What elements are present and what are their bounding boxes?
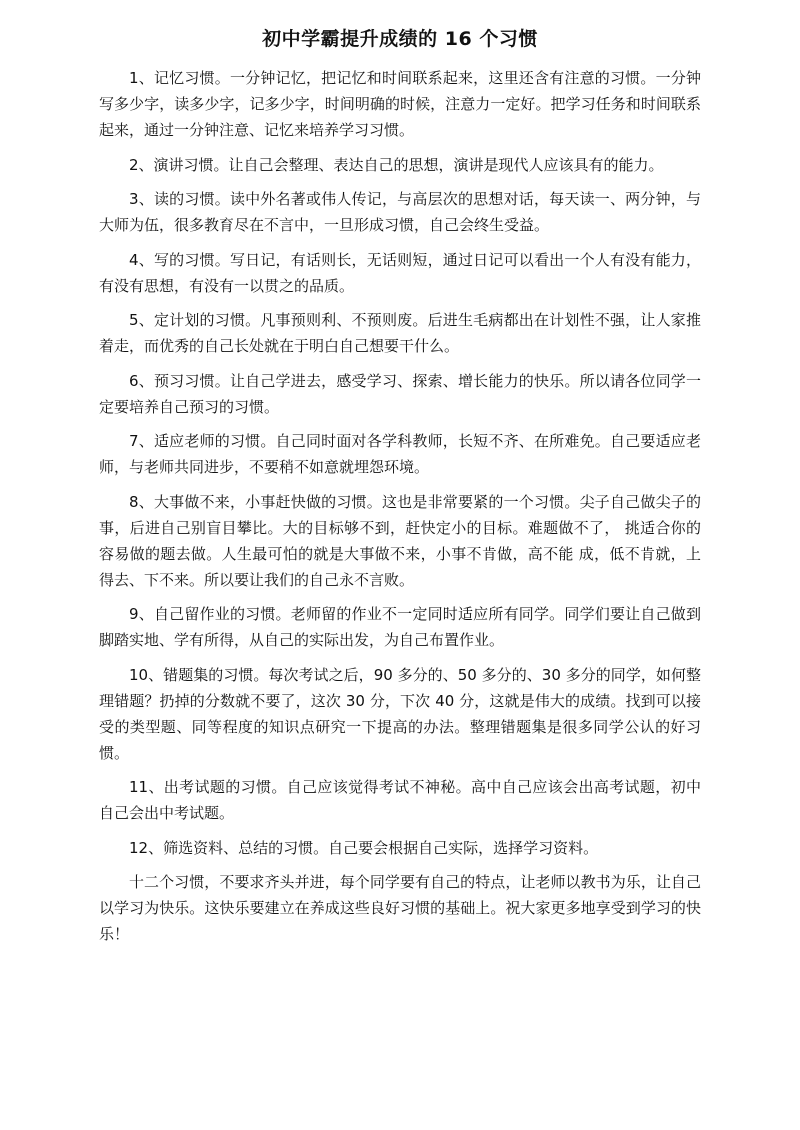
paragraph-habit-11: 11、出考试题的习惯。自己应该觉得考试不神秘。高中自己应该会出高考试题，初中自己会出中考试题。 <box>99 778 701 822</box>
paragraph-habit-6: 6、预习习惯。让自己学进去，感受学习、探索、增长能力的快乐。所以请各位同学一定要培养自己预习的习惯。 <box>99 371 701 416</box>
paragraph-habit-5: 5、定计划的习惯。凡事预则利、不预则废。后进生毛病都出在计划性不强，让人家推着走，而优秀的自己长处就在于明白自己想要干什么。 <box>99 311 701 355</box>
paragraph-habit-10: 10、错题集的习惯。每次考试之后，90 多分的、50 多分的、30 多分的同学，如何整理错题？扔掉的分数就不要了，这次 30 分，下次 40 分，这就是伟大的成绩。找到可以接受的类型题、同等程度的知识点研究一下提高的办法。整理错题集是很多同学公认的好习惯。 <box>99 665 701 762</box>
paragraph-habit-3: 3、读的习惯。读中外名著或伟人传记，与高层次的思想对话，每天读一、两分钟，与大师为伍，很多教育尽在不言中，一旦形成习惯，自己会终生受益。 <box>99 190 701 234</box>
paragraph-habit-1: 1、记忆习惯。一分钟记忆，把记忆和时间联系起来，这里还含有注意的习惯。一分钟写多少字，读多少字，记多少字，时间明确的时候，注意力一定好。把学习任务和时间联系起来，通过一分钟注意、记忆来培养学习习惯。 <box>99 69 701 139</box>
paragraph-habit-4: 4、写的习惯。写日记，有话则长，无话则短，通过日记可以看出一个人有没有能力，有没有思想，有没有一以贯之的品质。 <box>99 250 701 295</box>
paragraph-conclusion: 十二个习惯，不要求齐头并进，每个同学要有自己的特点，让老师以教书为乐，让自己以学习为快乐。这快乐要建立在养成这些良好习惯的基础上。祝大家更多地享受到学习的快乐！ <box>99 873 701 943</box>
document-body <box>99 65 701 956</box>
paragraph-habit-2: 2、演讲习惯。让自己会整理、表达自己的思想，演讲是现代人应该具有的能力。 <box>129 155 664 174</box>
paragraph-habit-8: 8、大事做不来，小事赶快做的习惯。这也是非常要紧的一个习惯。尖子自己做尖子的事，后进自己别盲目攀比。大的目标够不到，赶快定小的目标。难题做不了， 挑适合你的容易做的题去做。人生最可怕的就是大事做不来，小事不肯做，高不能 成，低不肯就，上得去、下不来。所以要让我们的自己永不言败。 <box>99 492 701 589</box>
paragraph-habit-9: 9、自己留作业的习惯。老师留的作业不一定同时适应所有同学。同学们要让自己做到脚踏实地、学有所得，从自己的实际出发，为自己布置作业。 <box>99 605 701 649</box>
paragraph-habit-7: 7、适应老师的习惯。自己同时面对各学科教师，长短不齐、在所难免。自己要适应老师，与老师共同进步，不要稍不如意就埋怨环境。 <box>99 432 701 476</box>
document-title: 初中学霸提升成绩的 16 个习惯 <box>262 28 538 50</box>
paragraph-habit-12: 12、筛选资料、总结的习惯。自己要会根据自己实际，选择学习资料。 <box>129 838 599 857</box>
